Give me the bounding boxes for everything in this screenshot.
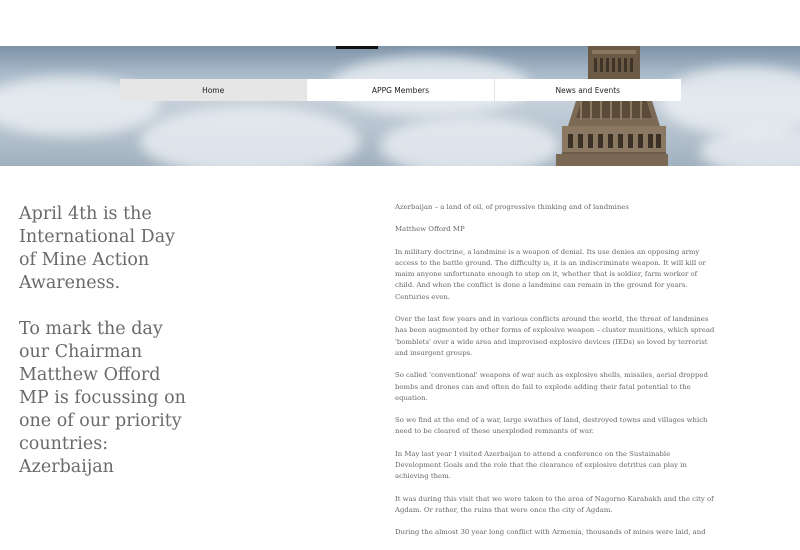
article-title: Azerbaijan – a land of oil, of progressive thinking and of landmines <box>395 203 629 211</box>
top-accent-bar <box>336 46 378 49</box>
article-paragraph: During the almost 30 year long conflict with Armenia, thousands of mines were laid, and <box>395 528 706 537</box>
big-ben-tower-image <box>556 46 668 166</box>
header-banner-image <box>0 46 800 166</box>
article-paragraph: In military doctrine, a landmine is a weapon of denial. Its use denies an opposing army access to the battle ground. The difficulty is, it is an indiscriminate weapon. It will kill or maim anyone unfortunate enough to step on it, whether that is soldier, farm worker of child. And when the conflict is done a landmine can remain in the ground for years. Centuries even. <box>395 247 706 301</box>
article-column <box>395 202 717 550</box>
article-paragraph: In May last year I visited Azerbaijan to attend a conference on the Sustainable Development Goals and the role that the clearance of explosive detritus can play in achieving them. <box>395 449 687 481</box>
intro-heading-2: To mark the day our Chairman Matthew Offord MP is focussing on one of our priority countries: Azerbaijan <box>19 319 186 477</box>
article-paragraph: So called 'conventional' weapons of war such as explosive shells, missiles, aerial dropped bombs and drones can and often do fail to explode adding their fatal potential to the equation. <box>395 371 708 402</box>
intro-column <box>19 203 194 502</box>
article-author: Matthew Offord MP <box>395 225 465 234</box>
article-paragraph: So we find at the end of a war, large swathes of land, destroyed towns and villages which need to be cleared of these unexploded remnants of war. <box>395 416 708 436</box>
main-navigation <box>120 79 681 101</box>
nav-item-home[interactable]: Home <box>120 79 306 101</box>
article-paragraph: Over the last few years and in various conflicts around the world, the threat of landmines has been augmented by other forms of explosive weapon – cluster munitions, which spread 'bomblets' over a wide area and improvised explosive devices (IEDs) so loved by terrorist and insurgent groups. <box>395 315 715 357</box>
nav-item-appg-members[interactable]: APPG Members <box>306 79 493 101</box>
article-paragraph: It was during this visit that we were taken to the area of Nagorno Karabakh and the city of Agdam. Or rather, the ruins that were once the city of Agdam. <box>395 494 714 514</box>
intro-heading-1: April 4th is the International Day of Mine Action Awareness. <box>19 204 176 293</box>
nav-item-news-and-events[interactable]: News and Events <box>494 79 681 101</box>
